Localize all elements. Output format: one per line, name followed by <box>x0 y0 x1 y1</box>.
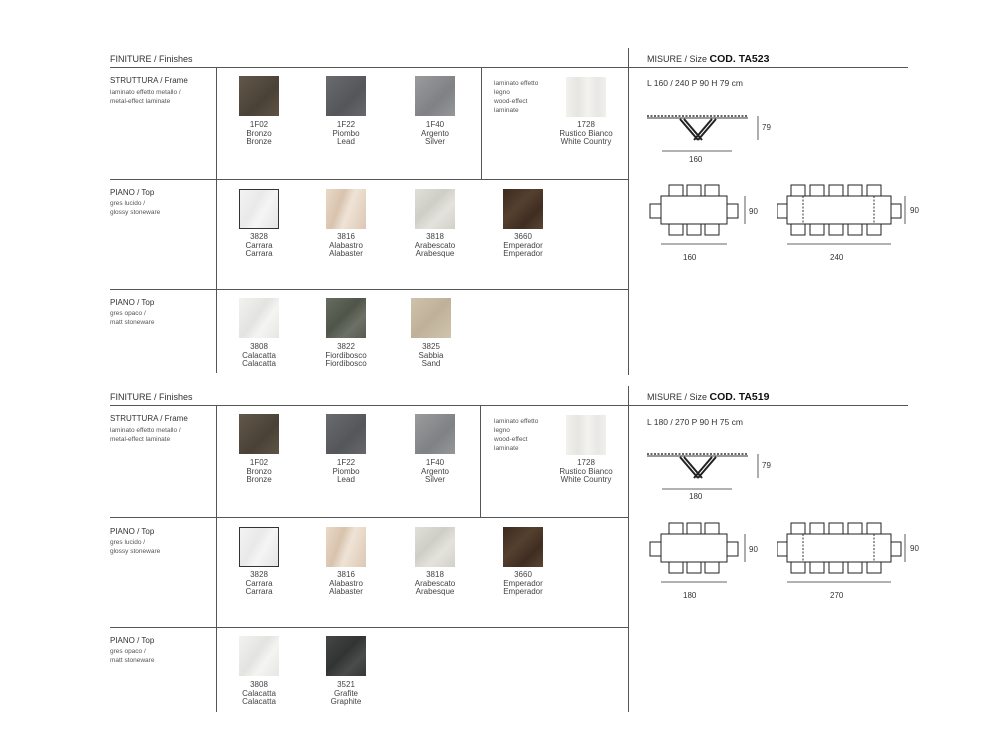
chair-icon <box>867 562 881 573</box>
swatch-caption <box>219 571 299 597</box>
column-divider <box>628 386 629 712</box>
chair-icon <box>829 562 843 573</box>
swatch-name-it: Emperador <box>503 240 543 250</box>
chair-icon <box>705 562 719 573</box>
swatch-image <box>239 76 279 116</box>
chair-icon <box>867 224 881 235</box>
swatch-name-it: Rustico Bianco <box>559 128 613 138</box>
swatch-code: 1728 <box>577 458 595 467</box>
top-matt-title: PIANO / Top <box>110 298 155 307</box>
swatch-image <box>415 189 455 229</box>
swatch-image <box>326 189 366 229</box>
chair-icon <box>669 562 683 573</box>
wood-desc-line: laminato effetto <box>494 80 539 87</box>
swatch-image <box>239 414 279 454</box>
height-label: 79 <box>762 461 771 470</box>
swatch-code: 3825 <box>422 342 440 351</box>
chair-icon <box>777 204 787 218</box>
product-code: COD. TA523 <box>709 53 770 65</box>
swatch-code: 3818 <box>426 570 444 579</box>
size-label: MISURE / Size <box>647 54 708 64</box>
swatch-name-en: Alabaster <box>329 249 363 258</box>
depth-label: 90 <box>749 207 758 216</box>
swatch-caption <box>219 233 299 259</box>
swatch-code: 3828 <box>250 232 268 241</box>
width-label: 240 <box>830 253 844 262</box>
frame-desc-line: metal-effect laminate <box>110 98 171 105</box>
swatch-caption <box>306 233 386 259</box>
swatch-code: 1F22 <box>336 458 356 467</box>
chair-icon <box>791 224 805 235</box>
chair-icon <box>810 562 824 573</box>
top-desc-line: glossy stoneware <box>110 548 161 555</box>
swatch-image <box>503 189 543 229</box>
swatch-caption <box>306 121 386 147</box>
depth-label: 90 <box>749 545 758 554</box>
top-matt-desc <box>110 309 154 327</box>
swatch-name-en: White Country <box>560 137 612 146</box>
swatch-name-it: Sabbia <box>418 350 444 360</box>
plan-view-large <box>777 180 907 250</box>
swatch-name-en: Lead <box>337 475 355 484</box>
chair-icon <box>705 224 719 235</box>
table-plan-rect <box>661 534 727 562</box>
chair-icon <box>867 523 881 534</box>
table-leg-icon <box>680 457 716 478</box>
wood-desc-line: legno <box>494 427 510 434</box>
swatch-name-it: Argento <box>420 128 450 138</box>
wood-desc <box>494 417 538 453</box>
chair-icon <box>791 185 805 196</box>
swatch-code: 3808 <box>250 680 268 689</box>
top-desc-line: gres lucido / <box>110 200 146 207</box>
swatch-name-it: Emperador <box>503 578 543 588</box>
swatch-name-it: Rustico Bianco <box>559 466 613 476</box>
swatch-name-en: White Country <box>560 475 612 484</box>
wood-desc-line: wood-effect <box>494 436 528 443</box>
top-glossy-desc <box>110 538 160 556</box>
chair-icon <box>810 523 824 534</box>
swatch-image <box>239 636 279 676</box>
frame-desc-line: laminato effetto metallo / <box>110 427 181 434</box>
width-label: 270 <box>830 591 844 600</box>
swatch-name-en: Carrara <box>245 249 273 258</box>
chair-icon <box>777 542 787 556</box>
swatch-image <box>326 636 366 676</box>
swatch-name-it: Calacatta <box>242 688 276 698</box>
swatch-name-it: Arabescato <box>414 240 456 250</box>
swatch-code: 3808 <box>250 342 268 351</box>
swatch-caption <box>391 343 471 369</box>
swatch-caption <box>483 571 563 597</box>
swatch-name-en: Calacatta <box>242 697 276 706</box>
wood-divider <box>480 405 481 517</box>
chair-icon <box>848 562 862 573</box>
divider <box>110 67 628 68</box>
swatch-name-it: Fiordibosco <box>325 350 367 360</box>
table-plan-rect <box>661 196 727 224</box>
top-desc-line: gres opaco / <box>110 310 146 317</box>
swatch-code: 1F02 <box>249 458 269 467</box>
swatch-caption <box>546 459 626 485</box>
swatch-code: 3816 <box>337 570 355 579</box>
divider <box>110 289 628 290</box>
swatch-name-en: Carrara <box>245 587 273 596</box>
swatch-name-en: Arabesque <box>415 249 455 258</box>
frame-desc <box>110 88 181 106</box>
divider <box>628 405 908 406</box>
top-glossy-title: PIANO / Top <box>110 188 155 197</box>
swatch-caption <box>306 571 386 597</box>
swatch-name-it: Argento <box>420 466 450 476</box>
dimensions-text: L 180 / 270 P 90 H 75 cm <box>647 417 743 427</box>
divider <box>628 67 908 68</box>
swatch-image <box>411 298 451 338</box>
swatch-caption <box>219 681 299 707</box>
swatch-name-it: Alabastro <box>329 578 363 588</box>
chair-icon <box>727 204 738 218</box>
chair-icon <box>650 204 661 218</box>
chair-icon <box>727 542 738 556</box>
finishes-title: FINITURE / Finishes <box>110 392 193 402</box>
top-glossy-title: PIANO / Top <box>110 527 155 536</box>
chair-icon <box>705 523 719 534</box>
chair-icon <box>810 185 824 196</box>
finishes-title: FINITURE / Finishes <box>110 54 193 64</box>
swatch-caption <box>395 571 475 597</box>
plan-view-small <box>645 180 755 250</box>
top-matt-desc <box>110 647 154 665</box>
swatch-name-it: Piombo <box>332 128 360 138</box>
wood-desc-line: laminate <box>494 107 519 114</box>
width-label: 160 <box>683 253 697 262</box>
swatch-caption <box>219 121 299 147</box>
depth-dimension-drawing <box>900 534 910 564</box>
chair-icon <box>848 224 862 235</box>
plan-view-large <box>777 518 907 588</box>
chair-icon <box>848 185 862 196</box>
swatch-image <box>326 298 366 338</box>
top-glossy-desc <box>110 199 160 217</box>
chair-icon <box>791 562 805 573</box>
frame-title: STRUTTURA / Frame <box>110 76 188 85</box>
chair-icon <box>867 185 881 196</box>
size-title <box>647 391 769 403</box>
swatch-caption <box>219 343 299 369</box>
width-label: 160 <box>689 155 703 164</box>
side-elevation-drawing <box>640 446 780 496</box>
wood-desc <box>494 79 538 115</box>
swatch-caption <box>483 233 563 259</box>
swatch-name-en: Silver <box>424 137 445 146</box>
swatch-name-it: Grafite <box>333 688 358 698</box>
chair-icon <box>829 185 843 196</box>
swatch-name-en: Lead <box>337 137 355 146</box>
swatch-caption <box>306 459 386 485</box>
frame-desc-line: laminato effetto metallo / <box>110 89 181 96</box>
depth-label: 90 <box>910 544 919 553</box>
swatch-name-en: Calacatta <box>242 359 276 368</box>
table-leg-icon <box>680 119 716 140</box>
frame-desc <box>110 426 181 444</box>
swatch-name-it: Bronzo <box>246 466 272 476</box>
swatch-caption <box>219 459 299 485</box>
label-divider <box>216 405 217 712</box>
swatch-image <box>239 298 279 338</box>
chair-icon <box>669 185 683 196</box>
divider <box>110 627 628 628</box>
swatch-code: 3816 <box>337 232 355 241</box>
swatch-image <box>326 76 366 116</box>
swatch-image <box>566 415 606 455</box>
swatch-image <box>239 189 279 229</box>
top-matt-title: PIANO / Top <box>110 636 155 645</box>
depth-dimension-drawing <box>900 196 910 226</box>
swatch-name-it: Carrara <box>245 240 273 250</box>
chair-icon <box>687 562 701 573</box>
swatch-image <box>415 414 455 454</box>
swatch-name-it: Bronzo <box>246 128 272 138</box>
swatch-code: 1F02 <box>249 120 269 129</box>
swatch-code: 3828 <box>250 570 268 579</box>
chair-icon <box>848 523 862 534</box>
product-code: COD. TA519 <box>709 391 770 403</box>
height-label: 79 <box>762 123 771 132</box>
plan-view-small <box>645 518 755 588</box>
frame-title: STRUTTURA / Frame <box>110 414 188 423</box>
swatch-code: 3822 <box>337 342 355 351</box>
swatch-image <box>415 76 455 116</box>
swatch-caption <box>395 459 475 485</box>
swatch-name-en: Alabaster <box>329 587 363 596</box>
swatch-image <box>326 527 366 567</box>
divider <box>110 179 628 180</box>
swatch-name-en: Bronze <box>246 475 272 484</box>
chair-icon <box>669 224 683 235</box>
swatch-name-en: Sand <box>421 359 441 368</box>
swatch-caption <box>395 233 475 259</box>
swatch-caption <box>546 121 626 147</box>
top-desc-line: gres lucido / <box>110 539 146 546</box>
chair-icon <box>829 523 843 534</box>
wood-desc-line: wood-effect <box>494 98 528 105</box>
swatch-caption <box>306 343 386 369</box>
swatch-code: 1F40 <box>425 120 445 129</box>
swatch-name-en: Emperador <box>503 587 543 596</box>
chair-icon <box>829 224 843 235</box>
swatch-name-en: Bronze <box>246 137 272 146</box>
chair-icon <box>687 185 701 196</box>
swatch-name-it: Carrara <box>245 578 273 588</box>
swatch-name-it: Piombo <box>332 466 360 476</box>
swatch-code: 1F22 <box>336 120 356 129</box>
swatch-image <box>415 527 455 567</box>
frame-desc-line: metal-effect laminate <box>110 436 171 443</box>
top-desc-line: glossy stoneware <box>110 209 161 216</box>
swatch-name-en: Emperador <box>503 249 543 258</box>
size-title <box>647 53 769 65</box>
depth-label: 90 <box>910 206 919 215</box>
swatch-name-it: Alabastro <box>329 240 363 250</box>
swatch-image <box>566 77 606 117</box>
wood-divider <box>481 67 482 179</box>
chair-icon <box>810 224 824 235</box>
swatch-code: 1F40 <box>425 458 445 467</box>
width-label: 180 <box>689 492 703 501</box>
wood-desc-line: legno <box>494 89 510 96</box>
chair-icon <box>650 542 661 556</box>
divider <box>110 405 628 406</box>
swatch-caption <box>395 121 475 147</box>
label-divider <box>216 67 217 373</box>
divider <box>110 517 628 518</box>
swatch-name-en: Silver <box>424 475 445 484</box>
swatch-code: 1728 <box>577 120 595 129</box>
wood-desc-line: laminato effetto <box>494 418 539 425</box>
swatch-image <box>239 527 279 567</box>
swatch-code: 3660 <box>514 570 532 579</box>
swatch-code: 3660 <box>514 232 532 241</box>
swatch-name-en: Arabesque <box>415 587 455 596</box>
chair-icon <box>705 185 719 196</box>
width-label: 180 <box>683 591 697 600</box>
side-elevation-drawing <box>640 108 780 158</box>
top-desc-line: matt stoneware <box>110 319 155 326</box>
swatch-name-it: Calacatta <box>242 350 276 360</box>
swatch-name-en: Fiordibosco <box>325 359 367 368</box>
swatch-caption <box>306 681 386 707</box>
top-desc-line: gres opaco / <box>110 648 146 655</box>
size-label: MISURE / Size <box>647 392 708 402</box>
swatch-name-en: Graphite <box>330 697 362 706</box>
chair-icon <box>687 523 701 534</box>
swatch-code: 3818 <box>426 232 444 241</box>
column-divider <box>628 48 629 375</box>
chair-icon <box>669 523 683 534</box>
wood-desc-line: laminate <box>494 445 519 452</box>
dimensions-text: L 160 / 240 P 90 H 79 cm <box>647 78 743 88</box>
chair-icon <box>687 224 701 235</box>
chair-icon <box>791 523 805 534</box>
top-desc-line: matt stoneware <box>110 657 155 664</box>
swatch-image <box>503 527 543 567</box>
swatch-code: 3521 <box>337 680 355 689</box>
swatch-name-it: Arabescato <box>414 578 456 588</box>
swatch-image <box>326 414 366 454</box>
